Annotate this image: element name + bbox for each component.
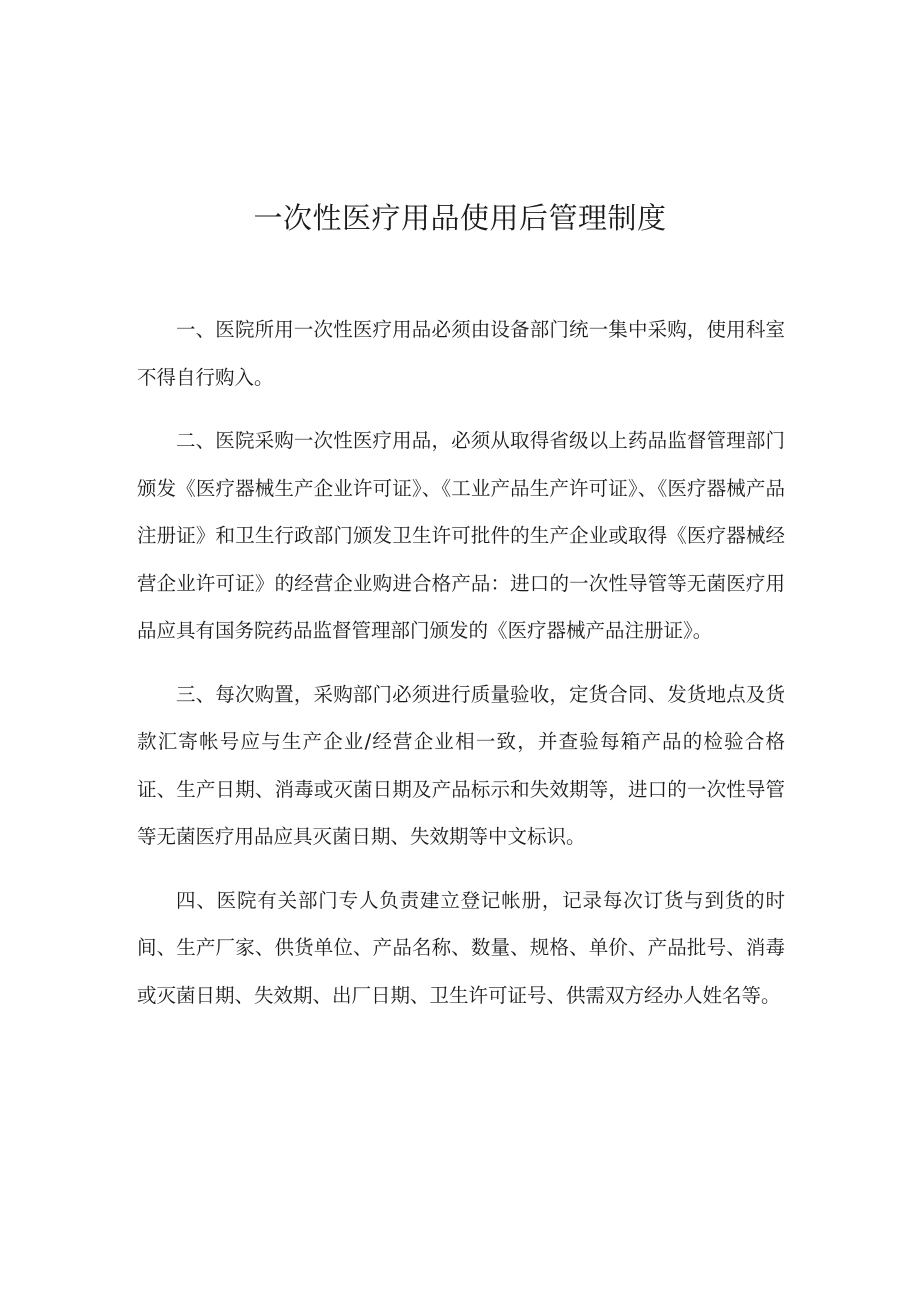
paragraph-3: 三、每次购置，采购部门必须进行质量验收，定货合同、发货地点及货款汇寄帐号应与生产企业/经营企业相一致，并查验每箱产品的检验合格证、生产日期、消毒或灭菌日期及产品标示和失效期等，进口的一次性导管等无菌医疗用品应具灭菌日期、失效期等中文标识。 [137, 682, 785, 848]
document-title: 一次性医疗用品使用后管理制度 [253, 201, 667, 235]
document-body [137, 306, 785, 1035]
paragraph-1: 一、医院所用一次性医疗用品必须由设备部门统一集中采购，使用科室不得自行购入。 [137, 318, 785, 389]
paragraph-4: 四、医院有关部门专人负责建立登记帐册，记录每次订货与到货的时间、生产厂家、供货单位、产品名称、数量、规格、单价、产品批号、消毒或灭菌日期、失效期、出厂日期、卫生许可证号、供需双方经办人姓名等。 [137, 888, 785, 1007]
paragraph-2: 二、医院采购一次性医疗用品，必须从取得省级以上药品监督管理部门颁发《医疗器械生产企业许可证》、《工业产品生产许可证》、《医疗器械产品注册证》和卫生行政部门颁发卫生许可批件的生产企业或取得《医疗器械经营企业许可证》的经营企业购进合格产品：进口的一次性导管等无菌医疗用品应具有国务院药品监督管理部门颁发的《医疗器械产品注册证》。 [137, 429, 785, 642]
